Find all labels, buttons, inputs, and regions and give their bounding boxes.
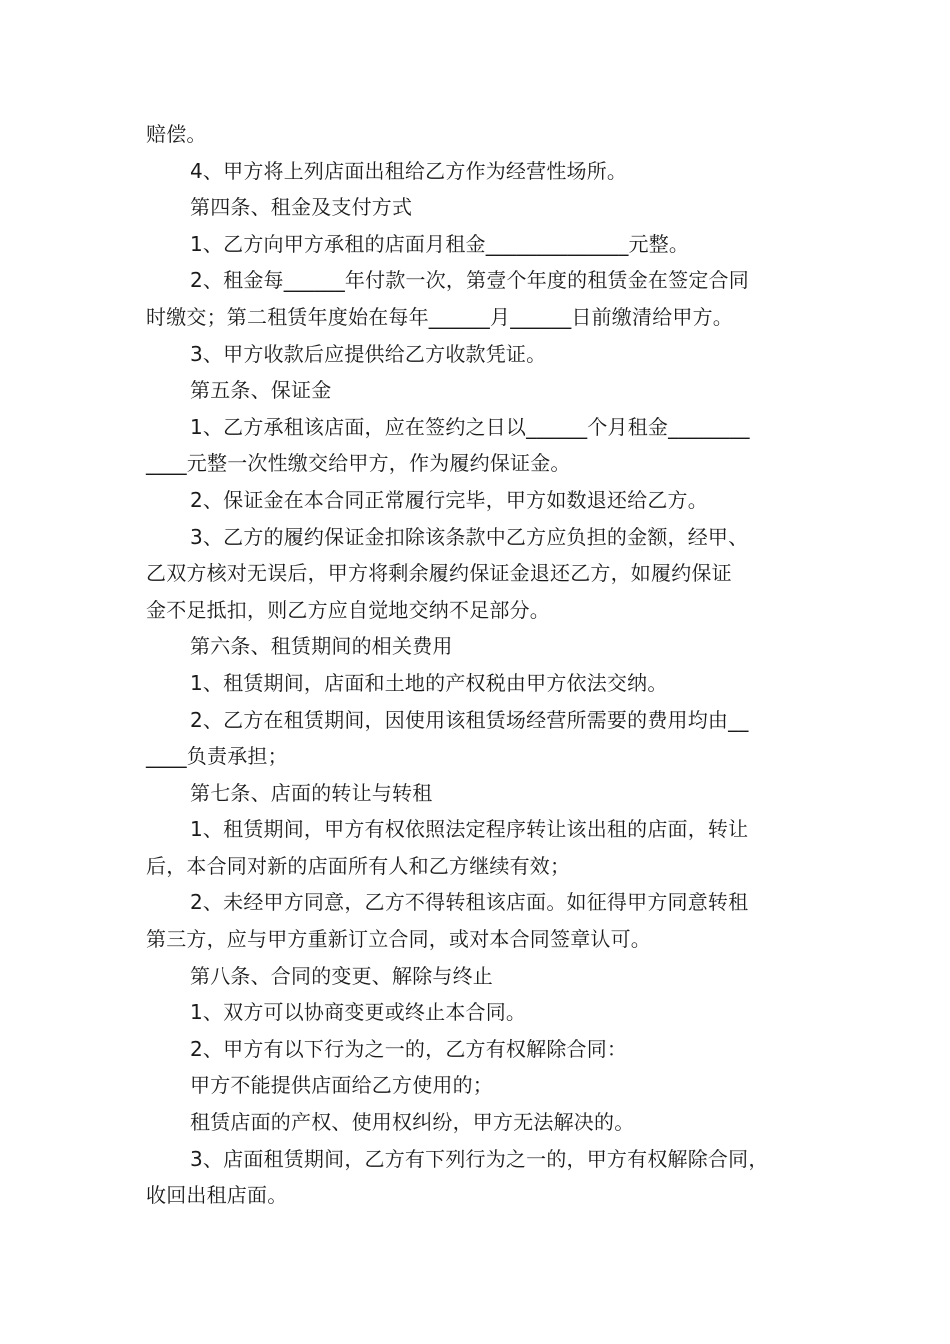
text-line: 3、甲方收款后应提供给乙方收款凭证。 — [190, 341, 547, 366]
text-line: 甲方不能提供店面给乙方使用的； — [190, 1073, 493, 1098]
text-line: ____负责承担； — [146, 744, 288, 769]
text-line: 乙双方核对无误后，甲方将剩余履约保证金退还乙方，如履约保证 — [146, 561, 732, 586]
text-line: 第四条、租金及支付方式 — [190, 195, 413, 220]
text-line: 时缴交；第二租赁年度始在每年______月______日前缴清给甲方。 — [146, 304, 733, 329]
text-line: 1、双方可以协商变更或终止本合同。 — [190, 1000, 527, 1025]
text-line: 2、甲方有以下行为之一的，乙方有权解除合同： — [190, 1036, 628, 1061]
text-line: 2、乙方在租赁期间，因使用该租赁场经营所需要的费用均由__ — [190, 707, 749, 732]
text-line: 后，本合同对新的店面所有人和乙方继续有效； — [146, 853, 571, 878]
text-line: 第八条、合同的变更、解除与终止 — [190, 963, 493, 988]
text-line: 3、店面租赁期间，乙方有下列行为之一的，甲方有权解除合同， — [190, 1146, 769, 1171]
text-line: 1、乙方向甲方承租的店面月租金______________元整。 — [190, 231, 690, 256]
text-line: 1、租赁期间，店面和土地的产权税由甲方依法交纳。 — [190, 670, 668, 695]
text-line: 收回出租店面。 — [146, 1183, 288, 1208]
text-line: 2、租金每______年付款一次，第壹个年度的租赁金在签定合同 — [190, 268, 749, 293]
text-line: 2、保证金在本合同正常履行完毕，甲方如数退还给乙方。 — [190, 487, 708, 512]
text-line: 租赁店面的产权、使用权纠纷，甲方无法解决的。 — [190, 1110, 635, 1135]
text-line: 第五条、保证金 — [190, 378, 332, 403]
text-line: 第七条、店面的转让与转租 — [190, 780, 433, 805]
text-line: 4、甲方将上列店面出租给乙方作为经营性场所。 — [190, 158, 628, 183]
text-line: 金不足抵扣，则乙方应自觉地交纳不足部分。 — [146, 597, 550, 622]
text-line: 2、未经甲方同意，乙方不得转租该店面。如征得甲方同意转租 — [190, 890, 749, 915]
text-line: 1、租赁期间，甲方有权依照法定程序转让该出租的店面，转让 — [190, 817, 749, 842]
text-line: 第六条、租赁期间的相关费用 — [190, 634, 453, 659]
text-line: 3、乙方的履约保证金扣除该条款中乙方应负担的金额，经甲、 — [190, 524, 749, 549]
text-line: ____元整一次性缴交给甲方，作为履约保证金。 — [146, 451, 571, 476]
document-body — [146, 116, 826, 1214]
text-line: 第三方，应与甲方重新订立合同，或对本合同签章认可。 — [146, 927, 651, 952]
text-line: 赔偿。 — [146, 122, 207, 146]
text-line: 1、乙方承租该店面，应在签约之日以______个月租金________ — [190, 414, 750, 439]
